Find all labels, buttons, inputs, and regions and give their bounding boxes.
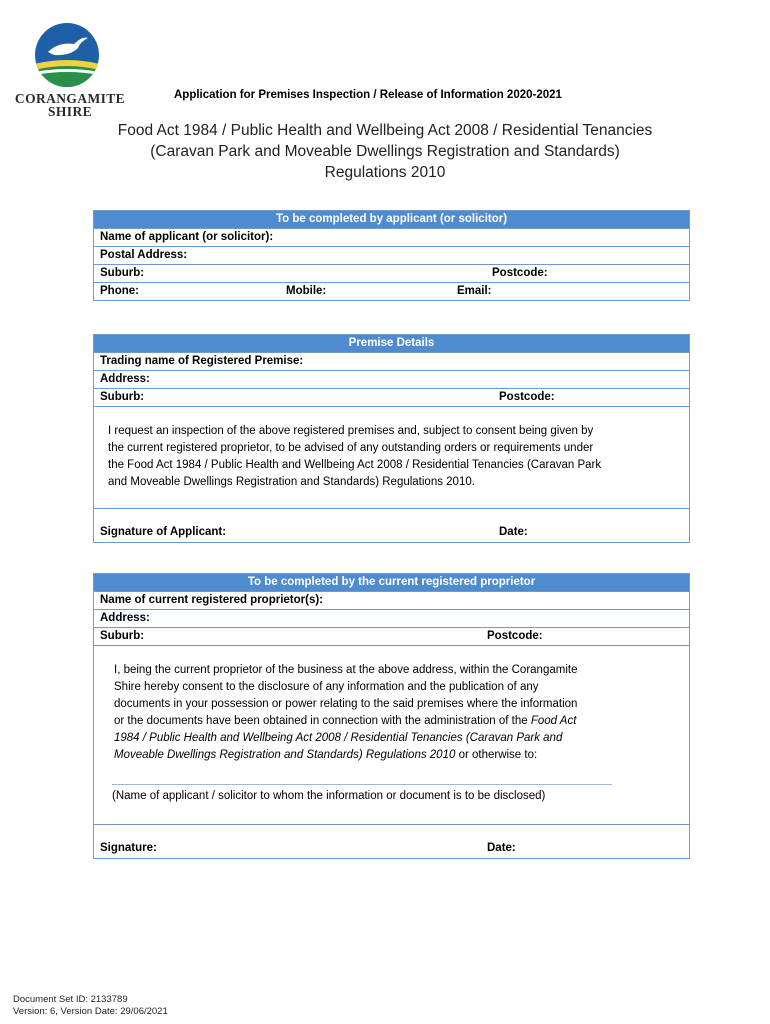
corangamite-logo <box>8 22 126 122</box>
premise-section-header: Premise Details <box>94 335 689 352</box>
applicant-signature-row[interactable] <box>94 508 689 542</box>
postal-address-label: Postal Address: <box>100 249 188 261</box>
consent-line: 1984 / Public Health and Wellbeing Act 2008 / Residential Tenancies (Caravan Park and <box>114 732 563 744</box>
email-label: Email: <box>457 285 492 297</box>
acts-title <box>60 120 710 183</box>
consent-line: or the documents have been obtained in connection with the administration of the Food Act <box>114 715 577 727</box>
proprietor-signature-row[interactable] <box>94 824 689 858</box>
acts-title-line3: Regulations 2010 <box>324 164 446 181</box>
proprietor-address-row[interactable] <box>94 609 689 627</box>
applicant-signature-label: Signature of Applicant: <box>100 526 227 538</box>
proprietor-section <box>93 573 690 859</box>
premise-section <box>93 334 690 543</box>
applicant-postcode-label: Postcode: <box>492 267 548 279</box>
premise-postcode-label: Postcode: <box>499 391 555 403</box>
consent-line: Moveable Dwellings Registration and Standards) Regulations 2010 or otherwise to: <box>114 749 538 761</box>
proprietor-address-label: Address: <box>100 612 150 624</box>
disclosure-name-field[interactable] <box>112 784 612 805</box>
request-line: the current registered proprietor, to be advised of any outstanding orders or requirements under <box>108 442 594 454</box>
premise-suburb-label: Suburb: <box>100 391 145 403</box>
acts-title-line2: (Caravan Park and Moveable Dwellings Registration and Standards) <box>150 143 620 160</box>
inspection-request-text <box>94 406 689 508</box>
applicant-suburb-row[interactable] <box>94 264 689 282</box>
applicant-section-header: To be completed by applicant (or solicitor) <box>94 211 689 228</box>
document-version: Version: 6, Version Date: 29/06/2021 <box>13 1006 168 1017</box>
proprietor-name-row[interactable] <box>94 591 689 609</box>
request-line: and Moveable Dwellings Registration and Standards) Regulations 2010. <box>108 476 475 488</box>
logo-name-line2: SHIRE <box>47 104 93 119</box>
applicant-section <box>93 210 690 301</box>
applicant-name-label: Name of applicant (or solicitor): <box>100 231 274 243</box>
consent-line: I, being the current proprietor of the business at the above address, within the Corangamite <box>114 664 578 676</box>
proprietor-signature-label: Signature: <box>100 842 157 854</box>
application-title: Application for Premises Inspection / Release of Information 2020-2021 <box>174 89 562 101</box>
request-line: I request an inspection of the above registered premises and, subject to consent being given by <box>108 425 594 437</box>
proprietor-date-label: Date: <box>487 842 516 854</box>
consent-line: Shire hereby consent to the disclosure of any information and the publication of any <box>114 681 539 693</box>
document-footer <box>13 994 168 1018</box>
applicant-name-row[interactable] <box>94 228 689 246</box>
contact-row[interactable] <box>94 282 689 300</box>
trading-name-row[interactable] <box>94 352 689 370</box>
premise-address-label: Address: <box>100 373 150 385</box>
postal-address-row[interactable] <box>94 246 689 264</box>
proprietor-suburb-label: Suburb: <box>100 630 145 642</box>
proprietor-name-label: Name of current registered proprietor(s): <box>100 594 324 606</box>
logo-name-line1: CORANGAMITE <box>14 91 126 106</box>
trading-name-label: Trading name of Registered Premise: <box>100 355 304 367</box>
mobile-label: Mobile: <box>286 285 327 297</box>
consent-line: documents in your possession or power relating to the said premises where the information <box>114 698 578 710</box>
swan-emblem-icon <box>34 22 100 88</box>
applicant-date-label: Date: <box>499 526 528 538</box>
proprietor-suburb-row[interactable] <box>94 627 689 645</box>
proprietor-section-header: To be completed by the current registered proprietor <box>94 574 689 591</box>
document-set-id: Document Set ID: 2133789 <box>13 994 128 1005</box>
request-line: the Food Act 1984 / Public Health and Wellbeing Act 2008 / Residential Tenancies (Caravan Park <box>108 459 602 471</box>
disclosure-name-caption: (Name of applicant / solicitor to whom the information or document is to be disclosed) <box>112 790 546 802</box>
premise-suburb-row[interactable] <box>94 388 689 406</box>
applicant-suburb-label: Suburb: <box>100 267 145 279</box>
acts-title-line1: Food Act 1984 / Public Health and Wellbeing Act 2008 / Residential Tenancies <box>117 122 653 139</box>
phone-label: Phone: <box>100 285 139 297</box>
proprietor-postcode-label: Postcode: <box>487 630 543 642</box>
consent-text <box>94 645 689 824</box>
premise-address-row[interactable] <box>94 370 689 388</box>
